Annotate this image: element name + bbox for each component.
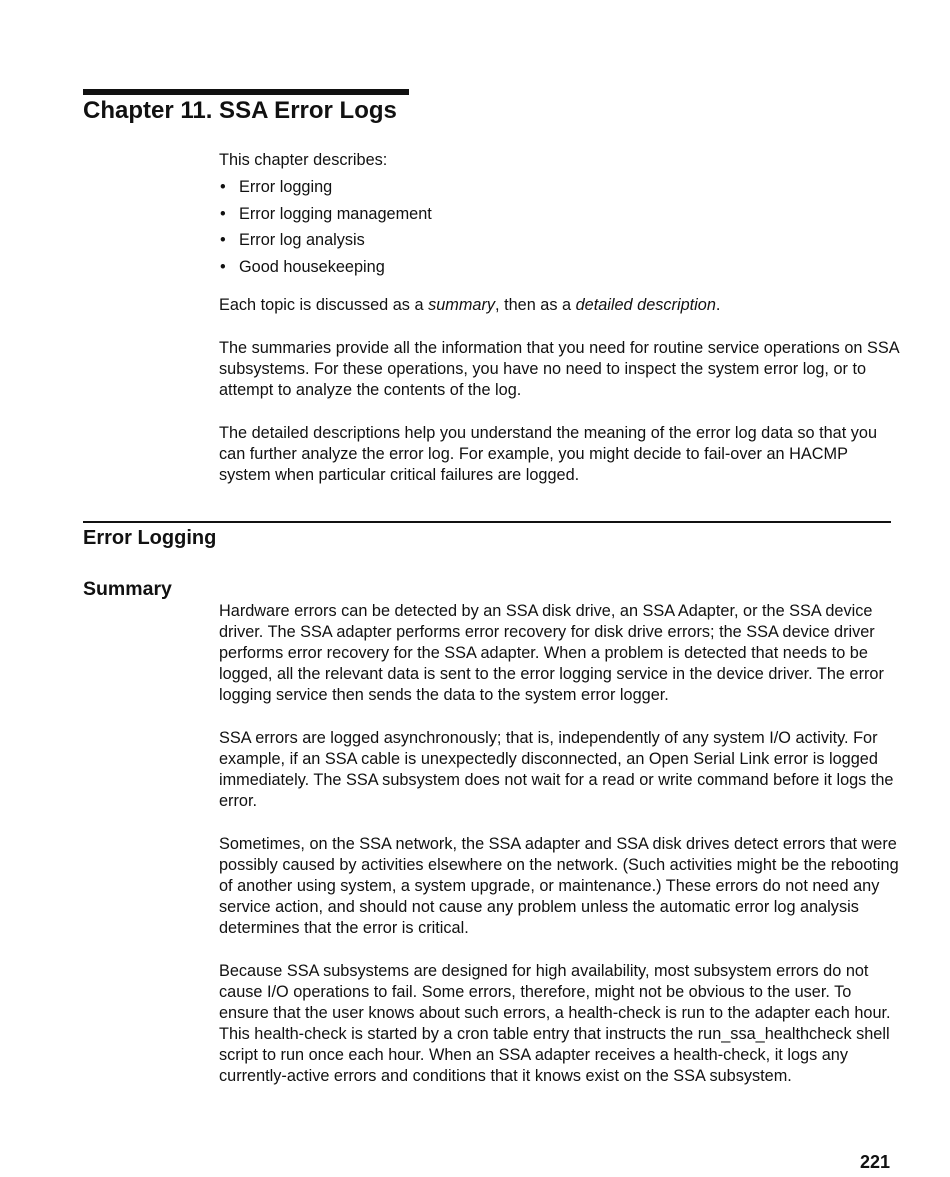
topic-sentence-text: . (715, 295, 721, 314)
list-item (219, 177, 899, 198)
list-item-label: Error log analysis (239, 231, 365, 249)
bullet-icon: • (220, 178, 226, 196)
list-item (219, 204, 899, 225)
section-title: Error Logging (83, 527, 217, 549)
topic-sentence-text: , then as a (495, 295, 576, 314)
chapter-intro (219, 150, 899, 486)
body-paragraph: SSA errors are logged asynchronously; that is, independently of any system I/O activity. For example, if an SSA cable is unexpectedly disconnected, an Open Serial Link error is logged immediately. The SSA subsystem does not wait for a read or write command before it logs the error. (219, 729, 894, 810)
list-item-label: Good housekeeping (239, 257, 385, 276)
bullet-icon: • (220, 204, 226, 223)
body-paragraph: Because SSA subsystems are designed for high availability, most subsystem errors do not cause I/O operations to fail. Some errors, therefore, might not be obvious to the user. To ensure that the user knows about such errors, a health-check is run to the adapter each hour. This health-check is started by a cron table entry that instructs the run_ssa_healthcheck shell script to run once each hour. When an SSA adapter receives a health-check, it logs any currently-active errors and conditions that it knows exist on the SSA subsystem. (219, 962, 891, 1085)
body-paragraph: Sometimes, on the SSA network, the SSA adapter and SSA disk drives detect errors that were possibly caused by activities elsewhere on the network. (Such activities might be the rebooting of another using system, a system upgrade, or maintenance.) These errors do not need any service action, and should not cause any problem unless the automatic error log analysis determines that the error is critical. (219, 835, 899, 937)
section-rule (83, 521, 891, 523)
topic-sentence (219, 295, 899, 316)
chapter-title: Chapter 11. SSA Error Logs (83, 97, 397, 124)
subsection-title: Summary (83, 578, 172, 600)
page-number: 221 (859, 1152, 890, 1172)
summaries-paragraph: The summaries provide all the information that you need for routine service operations on SSA subsystems. For these operations, you have no need to inspect the system error log, or to attempt to analyze the contents of the log. (219, 338, 899, 399)
list-item-label: Error logging (239, 178, 333, 196)
bullet-icon: • (220, 231, 226, 249)
list-item (219, 230, 899, 251)
list-item (219, 257, 899, 278)
topic-sentence-emphasis: summary (428, 295, 496, 314)
topic-sentence-text: Each topic is discussed as a (219, 295, 429, 314)
topic-list (219, 177, 899, 278)
list-item-label: Error logging management (239, 204, 432, 223)
details-paragraph: The detailed descriptions help you understand the meaning of the error log data so that you can further analyze the error log. For example, you might decide to fail-over an HACMP system when particular critical failures are logged. (219, 423, 878, 484)
body-paragraph: Hardware errors can be detected by an SSA disk drive, an SSA Adapter, or the SSA device driver. The SSA adapter performs error recovery for disk drive errors; the SSA device driver performs error recovery for the SSA adapter. When a problem is detected that needs to be logged, all the relevant data is sent to the error logging service in the device driver. The error logging service then sends the data to the system error logger. (219, 602, 884, 704)
topic-sentence-emphasis: detailed description (575, 295, 716, 314)
bullet-icon: • (220, 257, 226, 276)
summary-body (219, 601, 899, 1109)
intro-lead: This chapter describes: (219, 151, 388, 169)
